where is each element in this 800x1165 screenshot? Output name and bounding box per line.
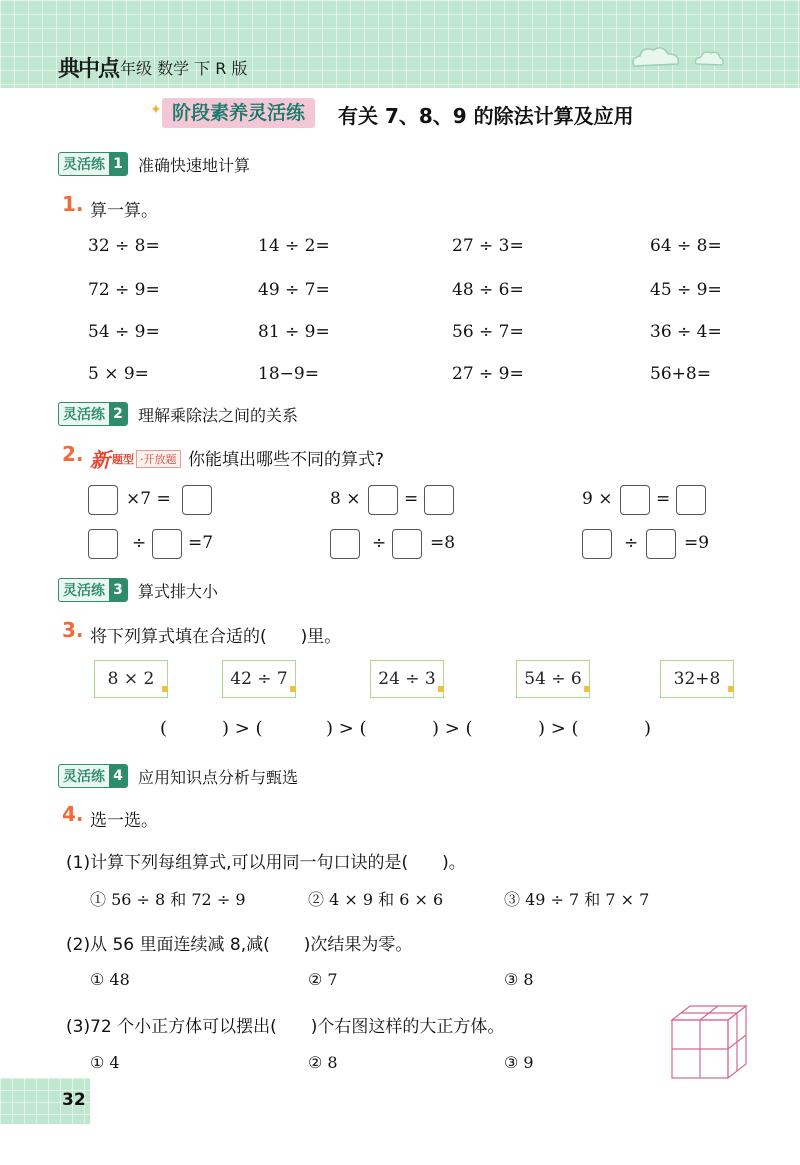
question-text: 选一选。 — [90, 811, 158, 831]
question-number: 1. — [62, 192, 84, 216]
option[interactable]: ① 48 — [90, 970, 130, 989]
calc-expression: 49 ÷ 7= — [258, 280, 330, 300]
section-number: 1 — [109, 153, 127, 175]
option[interactable]: ③ 49 ÷ 7 和 7 × 7 — [504, 890, 650, 909]
answer-box[interactable] — [582, 529, 612, 559]
option[interactable]: ② 8 — [308, 1053, 338, 1072]
section-title: 算式排大小 — [138, 581, 219, 601]
card-text: 32+8 — [673, 669, 721, 689]
pin-icon — [584, 686, 590, 692]
answer-box[interactable] — [646, 529, 676, 559]
question-text: 你能填出哪些不同的算式? — [188, 450, 385, 470]
equation-text: =7 — [188, 533, 214, 553]
cloud-icon — [692, 48, 726, 68]
calc-expression: 5 × 9= — [88, 364, 149, 384]
book-subtitle: 二年级 数学 下 R 版 — [104, 59, 248, 78]
expression-card[interactable] — [94, 660, 168, 698]
order-bracket: ( — [160, 718, 168, 739]
pin-icon — [728, 686, 734, 692]
card-text: 24 ÷ 3 — [378, 669, 436, 689]
section-number: 4 — [109, 765, 127, 787]
card-text: 42 ÷ 7 — [230, 669, 288, 689]
sparkle-icon: ✦ — [150, 102, 162, 118]
tag-open: ·开放题 — [136, 450, 181, 468]
section-number: 3 — [109, 579, 127, 601]
order-bracket: ) > ( — [222, 718, 263, 739]
answer-box[interactable] — [330, 529, 360, 559]
tag-type: 题型 — [112, 452, 134, 466]
answer-box[interactable] — [88, 529, 118, 559]
calc-expression: 54 ÷ 9= — [88, 322, 160, 342]
new-question-tag — [90, 444, 181, 473]
question-number: 3. — [62, 618, 84, 642]
equation-text: ×7 = — [126, 489, 171, 509]
answer-box[interactable] — [368, 485, 398, 515]
calc-expression: 72 ÷ 9= — [88, 280, 160, 300]
order-bracket: ) > ( — [326, 718, 367, 739]
order-bracket: ) > ( — [538, 718, 579, 739]
section-label-text: 灵活练 — [63, 157, 105, 173]
question-text: 算一算。 — [90, 201, 158, 221]
section-header-4 — [58, 764, 298, 788]
section-label — [58, 402, 128, 426]
pin-icon — [162, 686, 168, 692]
calc-expression: 56+8= — [650, 364, 711, 384]
cloud-icon — [628, 44, 684, 72]
calc-expression: 14 ÷ 2= — [258, 236, 330, 256]
calc-expression: 27 ÷ 9= — [452, 364, 524, 384]
card-text: 54 ÷ 6 — [524, 669, 582, 689]
calc-expression: 64 ÷ 8= — [650, 236, 722, 256]
calc-expression: 36 ÷ 4= — [650, 322, 722, 342]
pin-icon — [290, 686, 296, 692]
section-number: 2 — [109, 403, 127, 425]
expression-card[interactable] — [660, 660, 734, 698]
section-header-2 — [58, 402, 298, 426]
option[interactable]: ③ 8 — [504, 970, 534, 989]
calc-expression: 45 ÷ 9= — [650, 280, 722, 300]
equation-text: ÷ — [372, 533, 387, 553]
answer-box[interactable] — [88, 485, 118, 515]
tag-new: 新 — [90, 448, 110, 472]
section-title: 应用知识点分析与甄选 — [138, 767, 299, 787]
option[interactable]: ③ 9 — [504, 1053, 534, 1072]
page-number: 32 — [62, 1090, 86, 1110]
expression-card[interactable] — [516, 660, 590, 698]
title-text: 有关 7、8、9 的除法计算及应用 — [338, 104, 634, 128]
equation-text: = — [656, 489, 671, 509]
section-header-1 — [58, 152, 250, 176]
answer-box[interactable] — [392, 529, 422, 559]
equation-text: ÷ — [624, 533, 639, 553]
section-label-text: 灵活练 — [63, 407, 105, 423]
card-text: 8 × 2 — [107, 669, 155, 689]
cube-illustration — [668, 1002, 750, 1082]
answer-box[interactable] — [152, 529, 182, 559]
expression-card[interactable] — [222, 660, 296, 698]
section-title: 准确快速地计算 — [138, 155, 251, 175]
order-bracket: ) — [644, 718, 652, 739]
option[interactable]: ① 4 — [90, 1053, 120, 1072]
section-label — [58, 152, 128, 176]
section-label-text: 灵活练 — [63, 583, 105, 599]
question-number: 2. — [62, 442, 84, 466]
equation-text: 8 × — [330, 489, 361, 509]
option[interactable]: ② 4 × 9 和 6 × 6 — [308, 890, 444, 909]
answer-box[interactable] — [620, 485, 650, 515]
answer-box[interactable] — [676, 485, 706, 515]
equation-text: 9 × — [582, 489, 613, 509]
equation-text: =8 — [430, 533, 456, 553]
section-label — [58, 764, 128, 788]
order-bracket: ) > ( — [432, 718, 473, 739]
pin-icon — [438, 686, 444, 692]
answer-box[interactable] — [182, 485, 212, 515]
option[interactable]: ① 56 ÷ 8 和 72 ÷ 9 — [90, 890, 246, 909]
sub-question-2: (2)从 56 里面连续减 8,减( )次结果为零。 — [66, 935, 413, 955]
calc-expression: 56 ÷ 7= — [452, 322, 524, 342]
equation-text: ÷ — [132, 533, 147, 553]
title-badge: 阶段素养灵活练 — [162, 98, 315, 128]
question-text: 将下列算式填在合适的( )里。 — [90, 627, 342, 647]
section-header-3 — [58, 578, 218, 602]
section-label-text: 灵活练 — [63, 769, 105, 785]
calc-expression: 32 ÷ 8= — [88, 236, 160, 256]
calc-expression: 27 ÷ 3= — [452, 236, 524, 256]
equation-text: = — [404, 489, 419, 509]
answer-box[interactable] — [424, 485, 454, 515]
calc-expression: 48 ÷ 6= — [452, 280, 524, 300]
sub-question-1: (1)计算下列每组算式,可以用同一句口诀的是( )。 — [66, 853, 466, 873]
section-label — [58, 578, 128, 602]
calc-expression: 81 ÷ 9= — [258, 322, 330, 342]
expression-card[interactable] — [370, 660, 444, 698]
section-title: 理解乘除法之间的关系 — [138, 405, 299, 425]
option[interactable]: ② 7 — [308, 970, 338, 989]
question-number: 4. — [62, 802, 84, 826]
page-header — [0, 0, 800, 88]
brand-logo: 典中点 — [58, 57, 119, 82]
equation-text: =9 — [684, 533, 710, 553]
calc-expression: 18−9= — [258, 364, 319, 384]
page-title — [150, 98, 710, 132]
sub-question-3: (3)72 个小正方体可以摆出( )个右图这样的大正方体。 — [66, 1017, 505, 1037]
